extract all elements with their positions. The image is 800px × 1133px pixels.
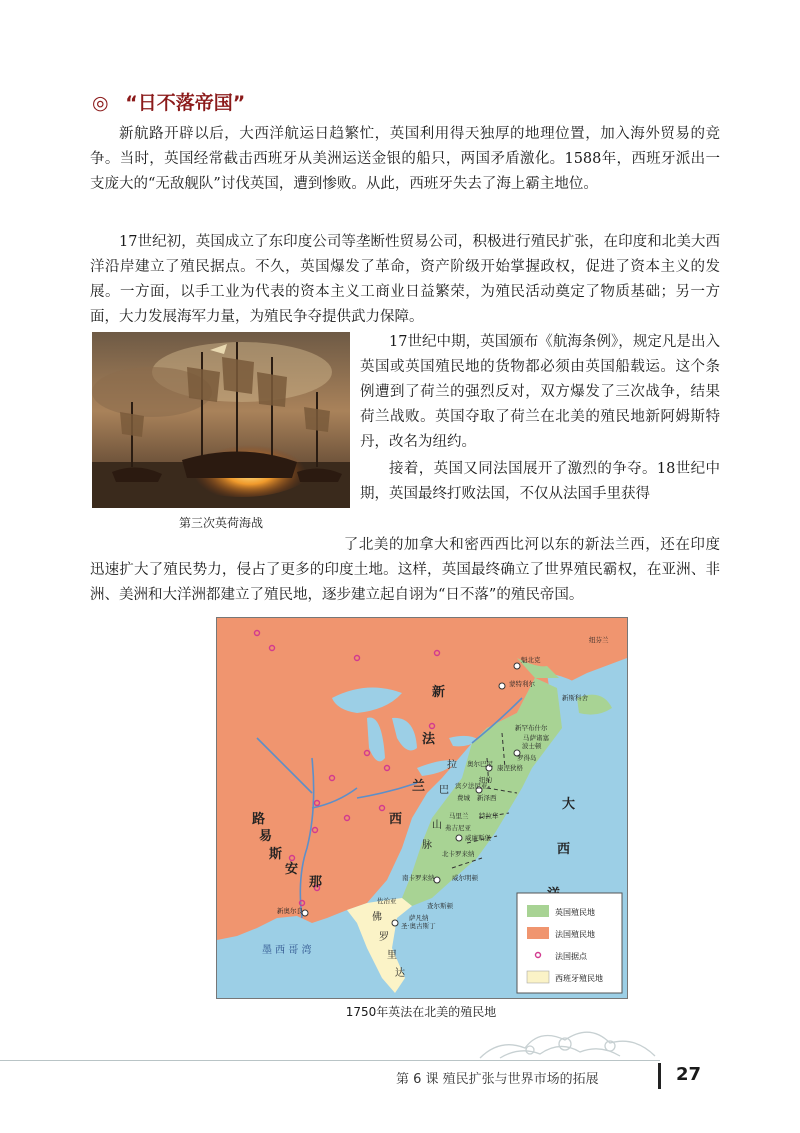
label-new-france-2: 法 xyxy=(422,732,436,747)
place-newfoundland: 纽芬兰 xyxy=(589,636,609,644)
legend-swatch-british xyxy=(527,905,549,917)
footer-rule xyxy=(0,1060,660,1061)
place-williamsburg: 威廉斯堡 xyxy=(465,834,491,842)
section-heading xyxy=(92,88,245,115)
label-appalachian-3: 山 xyxy=(432,820,442,831)
label-atlantic-2: 西 xyxy=(557,842,571,857)
legend-label-british: 英国殖民地 xyxy=(555,908,595,917)
place-rhode-island: 罗得岛 xyxy=(517,754,537,762)
place-new-jersey: 新泽西 xyxy=(477,794,497,802)
label-appalachian-1: 拉 xyxy=(447,760,457,771)
place-virginia: 弗吉尼亚 xyxy=(445,824,471,832)
label-louisiana-4: 安 xyxy=(285,862,299,877)
place-connecticut: 康涅狄格 xyxy=(497,764,523,772)
label-gulf: 墨 西 哥 湾 xyxy=(262,945,312,956)
painting-caption: 第三次英荷海战 xyxy=(178,516,263,530)
label-louisiana-2: 易 xyxy=(259,829,273,844)
label-florida-2: 罗 xyxy=(379,932,389,943)
legend-label-french: 法国殖民地 xyxy=(555,930,595,939)
place-massachusetts: 马萨诸塞 xyxy=(523,734,549,742)
legend-label-spanish: 西班牙殖民地 xyxy=(555,974,603,983)
paragraph-1: 新航路开辟以后，大西洋航运日趋繁忙，英国利用得天独厚的地理位置，加入海外贸易的竞争。当时，英国经常截击西班牙从美洲运送金银的船只，两国矛盾激化。1588年，西班牙派出一支庞大的“无敌舰队”讨伐英国，遭到惨败。从此，西班牙失去了海上霸主地位。 xyxy=(90,126,720,192)
legend-swatch-french xyxy=(527,927,549,939)
paragraph-4-start: 接着，英国又同法国展开了激烈的争夺。18世纪中期，英国最终打败法国，不仅从法国手里获得 xyxy=(360,461,720,502)
place-south-carolina: 南卡罗来纳 xyxy=(402,874,435,882)
footer-separator xyxy=(658,1063,661,1089)
label-new-france-4: 西 xyxy=(389,812,403,827)
map-legend xyxy=(517,893,622,993)
place-new-scotland: 新斯科舍 xyxy=(562,694,588,702)
place-north-carolina: 北卡罗来纳 xyxy=(442,850,475,858)
place-georgia: 佐治亚 xyxy=(377,897,397,905)
place-philadelphia: 费城 xyxy=(457,794,470,802)
label-louisiana-5: 那 xyxy=(309,875,323,890)
sea-battle-painting xyxy=(92,332,350,508)
label-florida-3: 里 xyxy=(387,950,397,961)
label-new-france-3: 兰 xyxy=(412,779,426,794)
place-delaware: 特拉华 xyxy=(479,812,499,820)
legend-label-fort: 法国据点 xyxy=(555,952,587,961)
section-title: “日不落帝国” xyxy=(125,92,246,114)
place-charleston: 查尔斯顿 xyxy=(427,902,453,910)
place-st-augustine: 圣·奥古斯丁 xyxy=(401,922,436,930)
place-savannah: 萨凡纳 xyxy=(409,914,429,922)
label-florida-1: 佛 xyxy=(372,912,382,923)
label-atlantic-1: 大 xyxy=(562,797,576,812)
colonial-map xyxy=(216,617,628,999)
place-wilmington: 威尔明顿 xyxy=(452,874,478,882)
label-louisiana-3: 斯 xyxy=(269,847,283,862)
cloud-ornament xyxy=(470,1018,660,1062)
footer-lesson: 第 6 课 殖民扩张与世界市场的拓展 xyxy=(396,1072,599,1087)
label-florida-4: 达 xyxy=(395,968,405,979)
place-maryland: 马里兰 xyxy=(449,812,469,820)
section-mark: ◎ xyxy=(92,92,109,114)
legend-swatch-spanish xyxy=(527,971,549,983)
label-appalachian-4: 脉 xyxy=(422,840,432,851)
paragraph-2: 17世纪初，英国成立了东印度公司等垄断性贸易公司，积极进行殖民扩张，在印度和北美大西洋沿岸建立了殖民据点。不久，英国爆发了革命，资产阶级开始掌握政权，促进了资本主义的发展。一方面，以手工业为代表的资本主义工商业日益繁荣，为殖民活动奠定了物质基础；另一方面，大力发展海军力量，为殖民争夺提供武力保障。 xyxy=(90,234,720,325)
place-quebec: 魁北克 xyxy=(521,656,541,664)
label-louisiana-1: 路 xyxy=(252,812,266,827)
place-new-hampshire: 新罕布什尔 xyxy=(515,724,548,732)
place-montreal: 蒙特利尔 xyxy=(509,680,535,688)
place-pennsylvania: 宾夕法尼亚 xyxy=(455,782,488,790)
paragraph-4-end: 了北美的加拿大和密西西比河以东的新法兰西，还在印度迅速扩大了殖民势力，侵占了更多的印度土地。这样，英国最终确立了世界殖民霸权，在亚洲、非洲、美洲和大洋洲都建立了殖民地，逐步建立起自诩为“日不落”的殖民帝国。 xyxy=(90,537,720,603)
place-new-york: 纽约 xyxy=(479,776,492,784)
page-number: 27 xyxy=(676,1064,702,1085)
place-new-orleans: 新奥尔良 xyxy=(277,907,303,915)
place-boston: 波士顿 xyxy=(522,742,542,750)
place-albany: 奥尔巴尼 xyxy=(467,760,493,768)
map-caption: 1750年英法在北美的殖民地 xyxy=(345,1005,497,1019)
label-appalachian-2: 巴 xyxy=(439,785,449,796)
label-new-france-1: 新 xyxy=(432,685,446,700)
paragraph-3: 17世纪中期，英国颁布《航海条例》，规定凡是出入英国或英国殖民地的货物都必须由英国船载运。这个条例遭到了荷兰的强烈反对，双方爆发了三次战争，结果荷兰战败。英国夺取了荷兰在北美的殖民地新阿姆斯特丹，改名为纽约。 xyxy=(360,334,720,450)
